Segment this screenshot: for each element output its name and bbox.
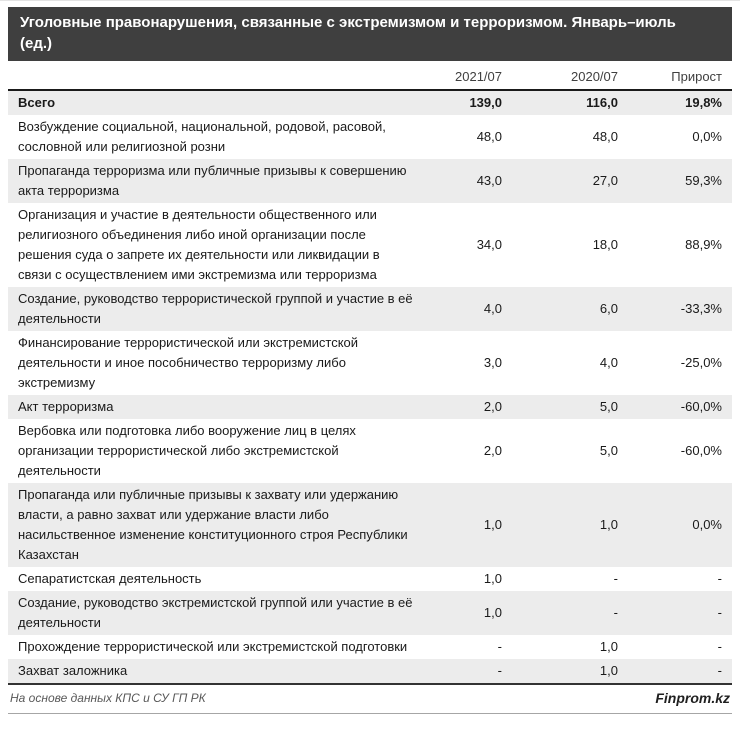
growth-cell: 19,8% [685,95,722,110]
table-row [8,567,732,591]
value-2020-cell: 5,0 [599,443,618,458]
value-2021-cell: 1,0 [483,571,502,586]
value-2021-cell: - [497,663,502,678]
report-page [0,1,740,714]
value-2021-cell: 1,0 [483,517,502,532]
table-row [8,419,732,483]
column-header-growth: Прирост [628,63,732,90]
offense-name-cell: Пропаганда или публичные призывы к захвату или удержанию власти, а равно захват или удержание власти либо насильственное изменение конституционного строя Республики Казахстан [18,487,408,562]
growth-cell: 59,3% [685,173,722,188]
report-title: Уголовные правонарушения, связанные с экстремизмом и терроризмом. Январь–июль (ед.) [8,7,732,61]
value-2020-cell: - [613,571,618,586]
offense-name-cell: Прохождение террористической или экстремистской подготовки [18,639,408,654]
value-2021-cell: 2,0 [483,443,502,458]
offense-name-cell: Акт терроризма [18,399,114,414]
table-row [8,635,732,659]
offense-name-cell: Захват заложника [18,663,128,678]
value-2021-cell: 2,0 [483,399,502,414]
value-2020-cell: 48,0 [592,129,618,144]
value-2021-cell: 34,0 [476,237,502,252]
footer [8,685,732,714]
offense-name-cell: Возбуждение социальной, национальной, родовой, расовой, сословной или религиозной розни [18,119,386,154]
source-note: На основе данных КПС и СУ ГП РК [10,691,206,705]
value-2021-cell: 4,0 [483,301,502,316]
growth-cell: - [717,639,722,654]
column-header-row [8,63,732,90]
growth-cell: - [717,605,722,620]
value-2020-cell: 1,0 [599,663,618,678]
offense-name-cell: Пропаганда терроризма или публичные призывы к совершению акта терроризма [18,163,407,198]
growth-cell: 0,0% [692,129,722,144]
value-2020-cell: 1,0 [599,639,618,654]
growth-cell: -25,0% [680,355,722,370]
growth-cell: -33,3% [680,301,722,316]
growth-cell: - [717,571,722,586]
table-row [8,659,732,684]
value-2020-cell: 27,0 [592,173,618,188]
table-row [8,483,732,567]
value-2020-cell: - [613,605,618,620]
value-2020-cell: 4,0 [599,355,618,370]
table-row [8,203,732,287]
column-header-2021-07: 2021/07 [424,63,512,90]
value-2020-cell: 116,0 [586,95,618,110]
growth-cell: 88,9% [685,237,722,252]
value-2021-cell: 139,0 [469,95,502,110]
table-row [8,591,732,635]
table-body [8,90,732,684]
column-header-2020-07: 2020/07 [512,63,628,90]
growth-cell: 0,0% [692,517,722,532]
growth-cell: - [717,663,722,678]
table-row [8,331,732,395]
table-row [8,395,732,419]
value-2021-cell: - [497,639,502,654]
table-row [8,90,732,115]
offense-name-cell: Всего [18,95,56,110]
growth-cell: -60,0% [680,399,722,414]
table-row [8,159,732,203]
value-2020-cell: 6,0 [599,301,618,316]
value-2020-cell: 1,0 [599,517,618,532]
table-row [8,115,732,159]
brand-wordmark: Finprom.kz [655,690,730,706]
offenses-table [8,63,732,685]
offense-name-cell: Создание, руководство террористической группой и участие в её деятельности [18,291,413,326]
value-2020-cell: 5,0 [599,399,618,414]
growth-cell: -60,0% [680,443,722,458]
offense-name-cell: Создание, руководство экстремистской группой или участие в её деятельности [18,595,413,630]
offense-name-cell: Вербовка или подготовка либо вооружение лиц в целях организации террористической либо экстремистской деятельности [18,423,356,478]
value-2020-cell: 18,0 [592,237,618,252]
offense-column-header [8,63,424,90]
value-2021-cell: 1,0 [483,605,502,620]
table-row [8,287,732,331]
offense-name-cell: Сепаратистская деятельность [18,571,202,586]
offense-name-cell: Финансирование террористической или экстремистской деятельности и иное пособничество терроризму либо экстремизму [18,335,359,390]
value-2021-cell: 48,0 [476,129,502,144]
value-2021-cell: 3,0 [483,355,502,370]
value-2021-cell: 43,0 [476,173,502,188]
offense-name-cell: Организация и участие в деятельности общественного или религиозного объединения либо иной организации после решения суда о запрете их деятельности или ликвидации в связи с осуществлением ими экстремизма или терроризма [18,207,380,282]
